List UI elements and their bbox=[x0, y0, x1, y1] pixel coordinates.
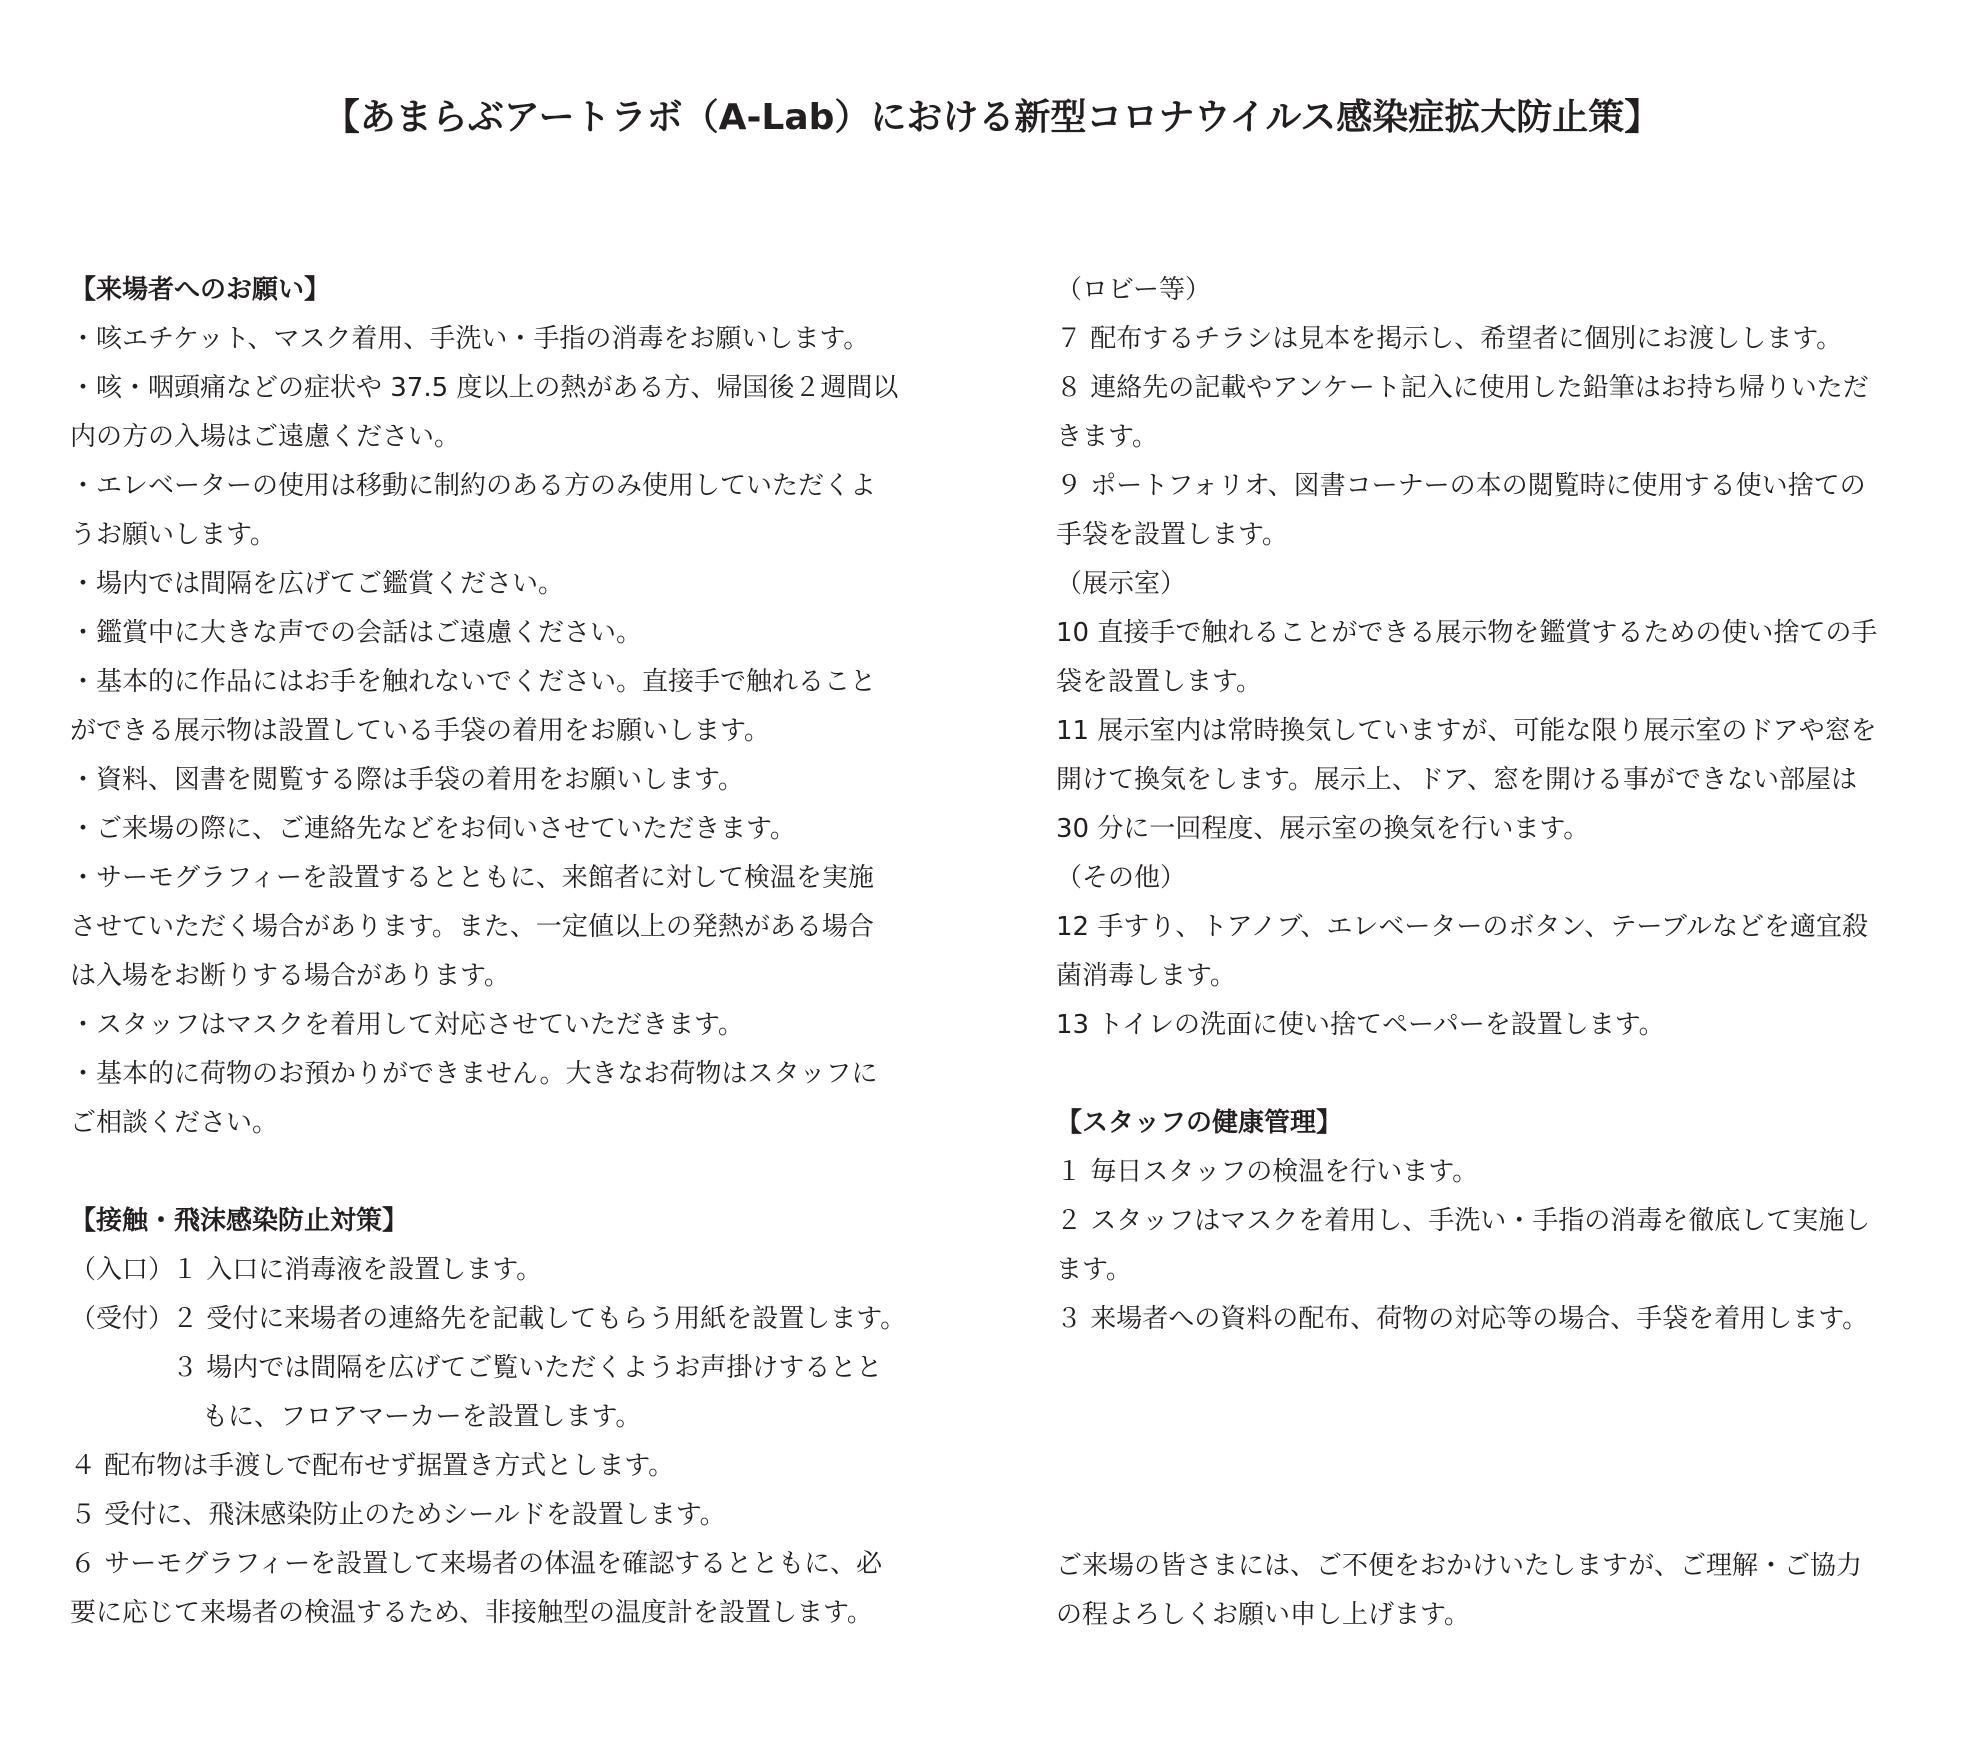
closing-line: ご来場の皆さまには、ご不便をおかけいたしますが、ご理解・ご協力 bbox=[1056, 1551, 1863, 1581]
right-column bbox=[1056, 266, 1926, 1344]
prevention-item-3-cont: もに、フロアマーカーを設置します。 bbox=[202, 1402, 642, 1432]
visitors-line: ・咳エチケット、マスク着用、手洗い・手指の消毒をお願いします。 bbox=[70, 324, 870, 354]
prevention-cont-line: 12 手すり、トアノブ、エレベーターのボタン、テーブルなどを適宜殺 bbox=[1056, 912, 1868, 942]
visitors-line: させていただく場合があります。また、一定値以上の発熱がある場合 bbox=[70, 912, 874, 942]
staff-line: ２ スタッフはマスクを着用し、手洗い・手指の消毒を徹底して実施し bbox=[1056, 1206, 1871, 1236]
entrance-label: （入口） bbox=[70, 1255, 175, 1285]
prevention-cont-line: 手袋を設置します。 bbox=[1056, 520, 1288, 550]
visitors-line: ・鑑賞中に大きな声での会話はご遠慮ください。 bbox=[70, 618, 643, 648]
spacer bbox=[70, 1148, 970, 1197]
closing-message bbox=[1056, 1542, 1926, 1640]
left-column bbox=[70, 266, 970, 1638]
visitors-line: うお願いします。 bbox=[70, 520, 276, 550]
visitors-line: ・基本的に荷物のお預かりができません。大きなお荷物はスタッフに bbox=[70, 1059, 878, 1089]
visitors-line: ・ご来場の際に、ご連絡先などをお伺いさせていただきます。 bbox=[70, 814, 796, 844]
prevention-item-6-cont: 要に応じて来場者の検温するため、非接触型の温度計を設置します。 bbox=[70, 1598, 873, 1628]
visitors-line: ができる展示物は設置している手袋の着用をお願いします。 bbox=[70, 716, 770, 746]
prevention-cont-line: （展示室） bbox=[1056, 569, 1187, 599]
prevention-reception-row bbox=[70, 1295, 970, 1344]
prevention-cont-line: （その他） bbox=[1056, 863, 1187, 893]
prevention-item-6: ６ サーモグラフィーを設置して来場者の体温を確認するとともに、必 bbox=[70, 1549, 883, 1579]
reception-label: （受付） bbox=[70, 1304, 175, 1334]
visitors-line: ・資料、図書を閲覧する際は手袋の着用をお願いします。 bbox=[70, 765, 744, 795]
page-title: 【あまらぶアートラボ（A-Lab）における新型コロナウイルス感染症拡大防止策】 bbox=[323, 97, 1661, 138]
staff-line: １ 毎日スタッフの検温を行います。 bbox=[1056, 1157, 1479, 1187]
visitors-line: ・咳・咽頭痛などの症状や 37.5 度以上の熱がある方、帰国後２週間以 bbox=[70, 373, 899, 403]
prevention-cont-line: 10 直接手で触れることができる展示物を鑑賞するための使い捨ての手 bbox=[1056, 618, 1878, 648]
staff-line: ３ 来場者への資料の配布、荷物の対応等の場合、手袋を着用します。 bbox=[1056, 1304, 1869, 1334]
prevention-cont-line: ８ 連絡先の記載やアンケート記入に使用した鉛筆はお持ち帰りいただ bbox=[1056, 373, 1869, 403]
prevention-item-5: ５ 受付に、飛沫感染防止のためシールドを設置します。 bbox=[70, 1500, 726, 1530]
staff-line: ます。 bbox=[1056, 1255, 1132, 1285]
visitors-line: ・スタッフはマスクを着用して対応させていただきます。 bbox=[70, 1010, 744, 1040]
prevention-item-4: ４ 配布物は手渡しで配布せず据置き方式とします。 bbox=[70, 1451, 675, 1481]
prevention-heading: 【接触・飛沫感染防止対策】 bbox=[70, 1206, 409, 1236]
prevention-cont-line: 11 展示室内は常時換気していますが、可能な限り展示室のドアや窓を bbox=[1056, 716, 1877, 746]
visitors-line: ・エレベーターの使用は移動に制約のある方のみ使用していただくよ bbox=[70, 471, 877, 501]
prevention-cont-line: 袋を設置します。 bbox=[1056, 667, 1262, 697]
spacer bbox=[1056, 1050, 1926, 1099]
visitors-line: ・場内では間隔を広げてご鑑賞ください。 bbox=[70, 569, 565, 599]
visitors-line: ご相談ください。 bbox=[70, 1108, 279, 1138]
prevention-item-3: ３ 場内では間隔を広げてご覧いただくようお声掛けするとと bbox=[172, 1353, 883, 1383]
visitors-line: は入場をお断りする場合があります。 bbox=[70, 961, 510, 991]
prevention-entrance-row bbox=[70, 1246, 970, 1295]
prevention-cont-line: ７ 配布するチラシは見本を掲示し、希望者に個別にお渡しします。 bbox=[1056, 324, 1843, 354]
staff-heading: 【スタッフの健康管理】 bbox=[1056, 1108, 1343, 1138]
prevention-cont-line: 開けて換気をします。展示上、ドア、窓を開ける事ができない部屋は bbox=[1056, 765, 1858, 795]
visitors-line: 内の方の入場はご遠慮ください。 bbox=[70, 422, 461, 452]
closing-line: の程よろしくお願い申し上げます。 bbox=[1056, 1600, 1470, 1630]
prevention-cont-line: 30 分に一回程度、展示室の換気を行います。 bbox=[1056, 814, 1590, 844]
entrance-item: １ 入口に消毒液を設置します。 bbox=[172, 1255, 543, 1285]
visitors-line: ・基本的に作品にはお手を触れないでください。直接手で触れること bbox=[70, 667, 877, 697]
reception-item: ２ 受付に来場者の連絡先を記載してもらう用紙を設置します。 bbox=[172, 1304, 907, 1334]
prevention-cont-line: （ロビー等） bbox=[1056, 275, 1211, 305]
prevention-cont-line: 13 トイレの洗面に使い捨てペーパーを設置します。 bbox=[1056, 1010, 1665, 1040]
prevention-cont-line: 菌消毒します。 bbox=[1056, 961, 1236, 991]
prevention-cont-line: ９ ポートフォリオ、図書コーナーの本の閲覧時に使用する使い捨ての bbox=[1056, 471, 1866, 501]
visitors-line: ・サーモグラフィーを設置するとともに、来館者に対して検温を実施 bbox=[70, 863, 874, 893]
visitors-heading: 【来場者へのお願い】 bbox=[70, 275, 331, 305]
prevention-cont-line: きます。 bbox=[1056, 422, 1158, 452]
